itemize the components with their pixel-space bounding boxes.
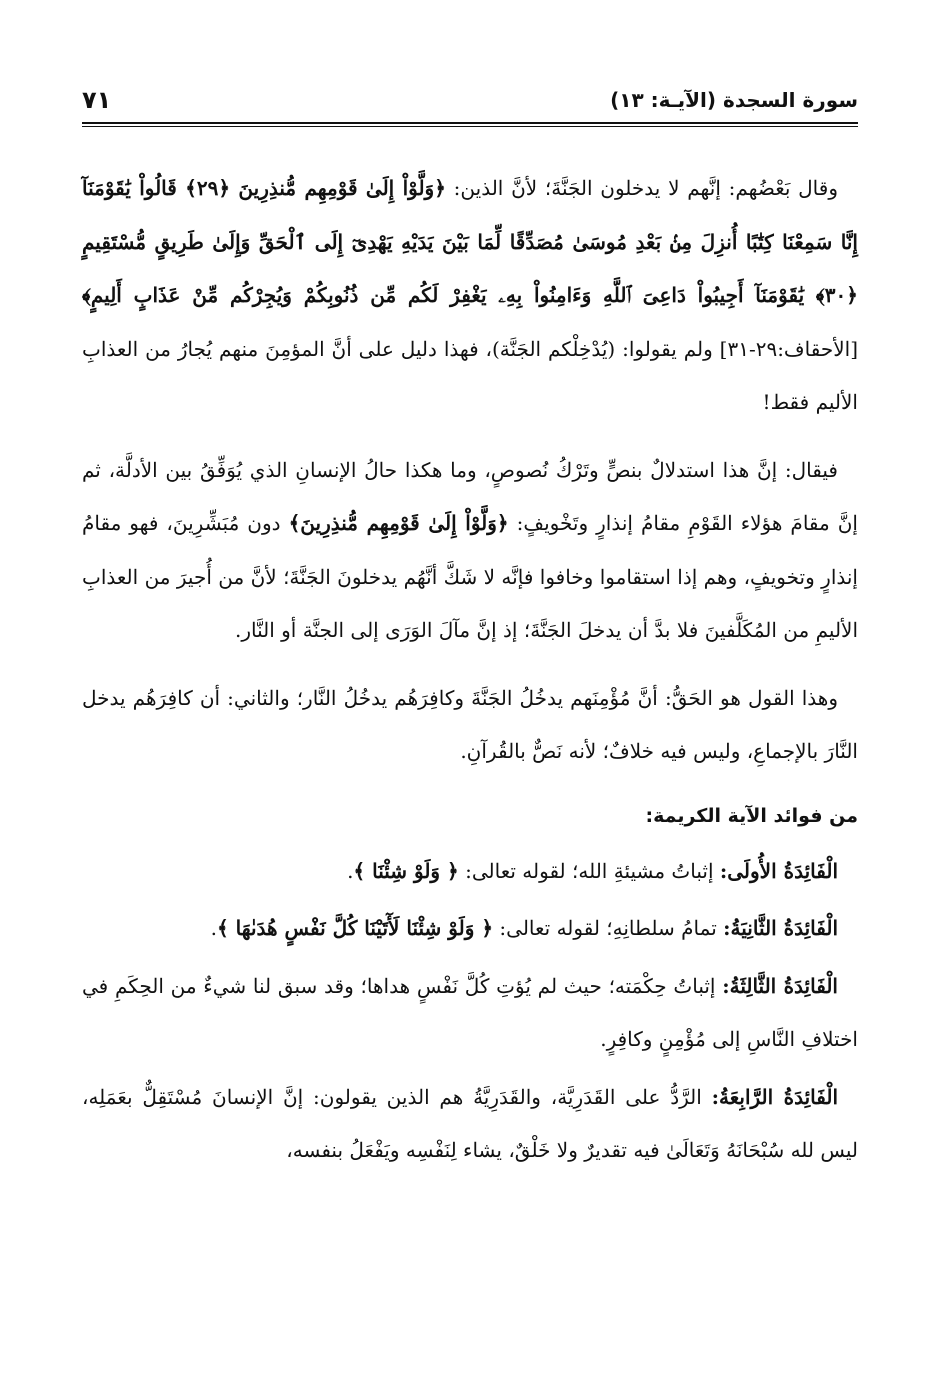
running-header-title: سورة السجدة (الآيـة: ١٣) xyxy=(610,88,858,112)
page-body xyxy=(82,162,858,1182)
benefit-2-quote: ﴿ وَلَوْ شِئْنَا لَأٓتَيْنَا كُلَّ نَفْسٍ هُدَىٰهَا ﴾ xyxy=(216,916,494,940)
benefit-1 xyxy=(82,845,858,899)
paragraph-3: وهذا القول هو الحَقُّ: أنَّ مُؤْمِنَهم يدخُلُ الجَنَّةَ وكافِرَهُم يدخُلُ النَّار؛ والثاني: أن كافِرَهُم يدخل النَّارَ بالإجماعِ، وليس فيه خلافٌ؛ لأنه نَصٌّ بالقُرآنِ. xyxy=(82,685,858,763)
benefit-3 xyxy=(82,960,858,1067)
benefit-4-text: الرَّدُّ على القَدَرِيَّة، والقَدَرِيَّةُ هم الذين يقولون: إنَّ الإنسانَ مُسْتَقِلٌّ بعَمَلِه، ليس لله سُبْحَانَهُ وَتَعَالَىٰ فيه تقديرٌ ولا خَلْقٌ، يشاء لِنَفْسِه ويَفْعَلُ بنفسه، xyxy=(82,1084,858,1162)
benefit-1-label: الْفَائِدَةُ الأُولَى: xyxy=(719,858,838,883)
paragraph-1 xyxy=(82,162,858,430)
benefit-1-quote: ﴿ وَلَوْ شِئْنَا ﴾ xyxy=(353,858,459,883)
header-rule xyxy=(82,122,858,127)
paragraph-2 xyxy=(82,444,858,658)
benefit-2-after: . xyxy=(210,916,217,940)
paragraph-2-rest: دون مُبَشِّرِينَ، فهو مقامُ إنذارٍ وتخويفٍ، وهم إذا استقاموا وخافوا فإنَّه لا شَكَّ أنَّهُم يدخلونَ الجَنَّةَ؛ لأنَّ من أُجيرَ من العذابِ الأليمِ من المُكَلَّفينَ فلا بدَّ أن يدخلَ الجَنَّةَ؛ إذ إنَّ مآلَ الوَرَى إلى الجنَّة أو النَّار. xyxy=(82,511,858,642)
benefit-3-text: إثباتُ حِكْمَته؛ حيث لم يُؤتِ كُلَّ نَفْسٍ هداها؛ وقد سبق لنا شيءٌ من الحِكَمِ في اختلافِ النَّاسِ إلى مُؤْمِنٍ وكافِرٍ. xyxy=(82,973,858,1051)
quran-quote-ahqaf: ﴿وَلَّوْاْ إِلَىٰ قَوْمِهِم مُّنذِرِينَ ﴿٢٩﴾ قَالُواْ يَٰقَوْمَنَآ إِنَّا سَمِعْنَا كِتَٰبًا أُنزِلَ مِنۢ بَعْدِ مُوسَىٰ مُصَدِّقًا لِّمَا بَيْنَ يَدَيْهِ يَهْدِىٓ إِلَى ٱلْحَقِّ وَإِلَىٰ طَرِيقٍ مُّسْتَقِيمٍ ﴿٣٠﴾ يَٰقَوْمَنَآ أَجِيبُواْ دَاعِىَ ٱللَّهِ وَءَامِنُواْ بِهِۦ يَغْفِرْ لَكُم مِّن ذُنُوبِكُمْ وَيُجِرْكُم مِّنْ عَذَابٍ أَلِيمٍ﴾ xyxy=(82,176,858,307)
paragraph-1-intro: وقال بَعْضُهم: إنَّهم لا يدخلون الجَنَّةَ؛ لأنَّ الذين: xyxy=(445,176,838,200)
benefit-2-text: تمامُ سلطانِهِ؛ لقوله تعالى: xyxy=(493,916,724,940)
benefit-1-after: . xyxy=(347,858,354,883)
benefit-3-label: الْفَائِدَةُ الثَّالِثَةُ: xyxy=(722,973,838,998)
benefit-1-text: إثباتُ مشيئةِ الله؛ لقوله تعالى: xyxy=(458,858,720,883)
page-number: ٧١ xyxy=(82,86,112,114)
paragraph-2-intro: فيقال: إنَّ هذا استدلالٌ بنصٍّ وتَرْكُ نُصوصٍ، وما هكذا حالُ الإنسانِ الذي يُوَفِّقُ بين الأدلَّة، ثم إنَّ مقامَ هؤلاء القَوْمِ مقامُ إنذارٍ وتَخْويفٍ: xyxy=(82,457,858,535)
quran-quote-short: ﴿وَلَّوْاْ إِلَىٰ قَوْمِهِم مُّنذِرِينَ﴾ xyxy=(288,511,509,535)
benefit-4 xyxy=(82,1071,858,1178)
page-header xyxy=(82,88,858,124)
section-heading: من فوائد الآية الكريمة: xyxy=(645,804,858,827)
paragraph-1-conclusion: [الأحقاف:٢٩-٣١] ولم يقولوا: (يُدْخِلْكم الجَنَّة)، فهذا دليل على أنَّ المؤمِنَ منهم يُجارُ من العذابِ الأليم فقط! xyxy=(82,336,858,414)
benefit-2 xyxy=(82,902,858,956)
benefit-2-label: الْفَائِدَةُ الثَّانِيَةُ: xyxy=(723,916,838,940)
benefit-4-label: الْفَائِدَةُ الرَّابِعَةُ: xyxy=(711,1084,838,1109)
